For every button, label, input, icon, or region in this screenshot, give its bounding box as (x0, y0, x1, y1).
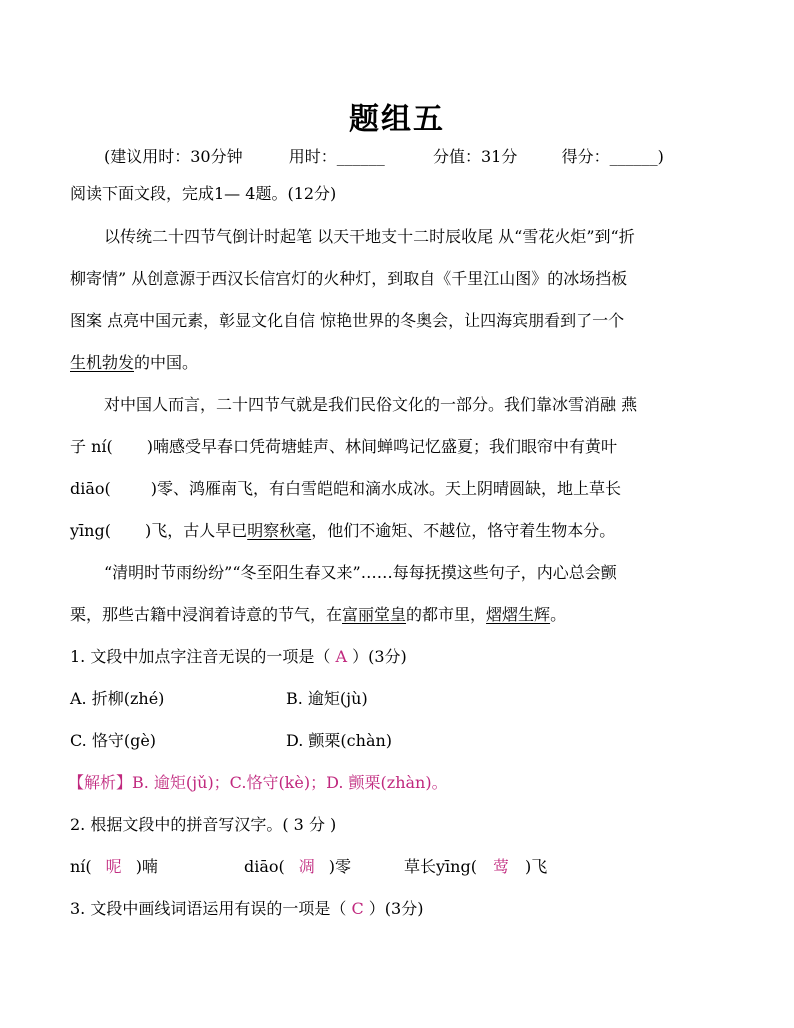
text: )零、鸿雁南飞，有白雪皑皑和滴水成冰。天上阴晴圆缺，地上草长 (150, 479, 622, 498)
p2-line2 (70, 436, 617, 458)
text: )喃感受早春口凭荷塘蛙声、林间蝉鸣记忆盛夏；我们眼帘中有黄叶 (146, 437, 618, 456)
instruction: 阅读下面文段，完成1— 4题。(12分) (70, 184, 337, 203)
text: 的都市里， (406, 605, 487, 624)
underlined-word: 明察秋毫 (247, 521, 312, 540)
text: ，他们不逾矩、不越位，恪守着生物本分。 (311, 521, 616, 540)
text: 。 (550, 605, 567, 624)
pinyin-ni: 子 ní( (70, 437, 113, 456)
text: 草长yīng( (404, 857, 477, 876)
option-d: D. 颤栗(chàn) (286, 731, 393, 750)
option-b: B. 逾矩(jù) (286, 689, 368, 708)
p2-line1: 对中国人而言，二十四节气就是我们民俗文化的一部分。我们靠冰雪消融 燕 (104, 395, 638, 414)
p3-line2 (70, 604, 566, 626)
q2-stem: 2. 根据文段中的拼音写汉字。( 3 分 ) (70, 815, 337, 834)
text: 的中国。 (134, 353, 199, 372)
underlined-word: 生机勃发 (70, 353, 135, 372)
q2-b (244, 856, 404, 878)
q2-a (70, 856, 244, 878)
p1-line1: 以传统二十四节气倒计时起笔 以天干地支十二时辰收尾 从“雪花火炬”到“折 (104, 227, 635, 246)
text: 栗，那些古籍中浸润着诗意的节气，在 (70, 605, 343, 624)
answer: A (330, 647, 353, 666)
q1-options-ab (70, 688, 368, 710)
time-used: 用时：______ (288, 147, 385, 166)
text: )飞，古人早已 (144, 521, 248, 540)
q1-options-cd (70, 730, 392, 752)
text: ）(3分) (368, 899, 424, 918)
pinyin-ying: yīng( (70, 521, 111, 540)
q2-answers (70, 856, 547, 878)
option-c: C. 恪守(gè) (70, 731, 157, 750)
p2-line4 (70, 520, 615, 542)
answer: 呢 (105, 857, 122, 876)
underlined-word: 富丽堂皇 (342, 605, 407, 624)
text: )零 (328, 857, 352, 876)
underlined-word: 熠熠生辉 (486, 605, 551, 624)
p1-line3: 图案 点亮中国元素，彰显文化自信 惊艳世界的冬奥会，让四海宾朋看到了一个 (70, 311, 625, 330)
text: )飞 (524, 857, 548, 876)
score-value: 分值：31分 (433, 147, 518, 166)
text: )喃 (135, 857, 158, 876)
q3-stem (70, 898, 423, 920)
p2-line3 (70, 478, 621, 500)
p1-line4 (70, 352, 198, 374)
text: 3. 文段中画线词语运用有误的一项是（ (70, 899, 347, 918)
score-got: 得分：______) (561, 147, 664, 166)
answer: 莺 (492, 857, 509, 876)
q1-stem (70, 646, 407, 668)
p1-line2: 柳寄情” 从创意源于西汉长信宫灯的火种灯，到取自《千里江山图》的冰场挡板 (70, 269, 628, 288)
text: diāo( (244, 857, 285, 876)
option-a: A. 折柳(zhé) (70, 689, 165, 708)
pinyin-diao: diāo( (70, 479, 111, 498)
text: ní( (70, 857, 92, 876)
text: 1. 文段中加点字注音无误的一项是（ (70, 647, 331, 666)
text: ）(3分) (352, 647, 407, 666)
info-line (104, 146, 664, 168)
time-suggest: (建议用时：30分钟 (104, 147, 243, 166)
page-title: 题组五 (349, 102, 445, 137)
q1-analysis: 【解析】B. 逾矩(jǔ)；C.恪守(kè)；D. 颤栗(zhàn)。 (68, 773, 448, 792)
answer: 凋 (298, 857, 315, 876)
answer: C (346, 899, 369, 918)
q2-c (404, 856, 547, 878)
p3-line1: “清明时节雨纷纷”“冬至阳生春又来”……每每抚摸这些句子，内心总会颤 (104, 563, 617, 582)
